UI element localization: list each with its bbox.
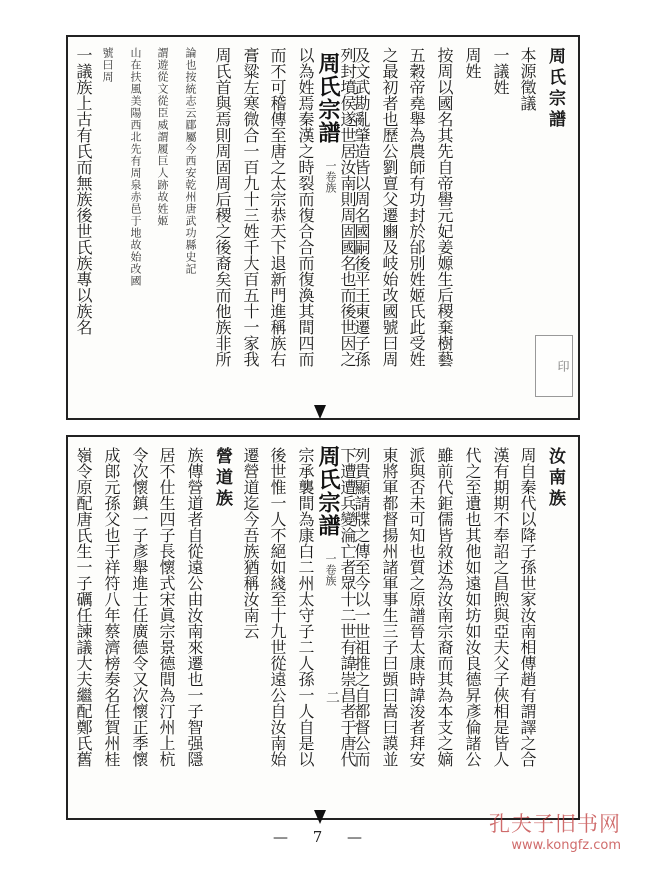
- text-column: 派與否未可知也質之原譜晉太康時諱浚者拜安: [407, 447, 426, 767]
- text-column: 一議族上古有氏而無族後世氏族專以族名: [74, 47, 93, 335]
- text-column: 周姓: [463, 47, 482, 79]
- page-number: — 7 —: [272, 828, 373, 846]
- text-column: 周氏首與焉則周固周后稷之後裔矣而他族非所: [213, 47, 232, 367]
- library-seal: 印: [535, 335, 573, 397]
- text-column: 及文武勘亂肇造皆以周名國嗣後平王東遷子孫: [352, 47, 371, 367]
- text-column: 汝南族: [545, 447, 565, 510]
- text-column: 論也按統志云郿屬今西安乾州唐武功縣史記: [184, 47, 197, 275]
- text-column: 而不可稽傳至唐之太宗恭天下退新門進稱族右: [268, 47, 287, 367]
- text-column: 膏粱左寒微合一百九十三姓千大百五十一家我: [241, 47, 260, 367]
- spine-subtitle-bottom: 一卷族: [324, 553, 337, 586]
- text-column: 漢有期期不奉詔之昌煦與亞夫父子俠相是皆人: [491, 447, 510, 767]
- text-column: 營道族: [212, 447, 232, 510]
- text-column: 雖前代鉅儒皆敘述為汝南宗裔而其為本支之嫡: [435, 447, 454, 767]
- watermark-text: 孔夫子旧书网: [489, 812, 621, 836]
- text-column: 族傳營道者自從遠公由汝南來遷也一子智强隱: [185, 447, 204, 767]
- text-column: 謂遊從文從臣威謂履巨人跡故姓姬: [156, 47, 169, 227]
- watermark: [489, 808, 621, 853]
- text-column: 列貴顯請牒之傳至今以一世祖推之自都督公而: [352, 447, 371, 767]
- text-column: 令次懷鎮一子彥舉進士任廣德令又次懷正季懷: [130, 447, 149, 767]
- spine-leaf-number: 二: [324, 690, 340, 704]
- text-column: 宗承襲間為康白二州太守子二人孫一人自是以: [296, 447, 315, 767]
- text-column: 周自秦代以降子孫世家汝南相傳趙有謂譯之合: [518, 447, 537, 767]
- text-column: 下遭遭兵變淪亡者眾十二世有諱崇昌者于唐代: [338, 447, 357, 767]
- text-column: 周氏宗譜: [545, 47, 565, 131]
- text-column: 遷營道迄今吾族猶稱汝南云: [241, 447, 260, 639]
- text-column: 嶺令原配唐氏生一子礪任諫議大夫繼配鄭氏舊: [74, 447, 93, 767]
- text-column: 列封墳侯遂世居汝南則周固國名也而後世因之: [338, 47, 357, 367]
- text-column: 以為姓焉秦漢之時裂而復合合而復渙其間四而: [296, 47, 315, 367]
- watermark-url: www.kongfz.com: [511, 838, 621, 853]
- text-column: 山在扶風美陽西北先有周泉赤邑于地故始改國: [129, 47, 142, 287]
- text-column: 本源徵議: [518, 47, 537, 111]
- spine-title-bottom: 周氏宗譜: [313, 445, 344, 537]
- text-column: 後世惟一人不絕如綫至十九世從遠公自汝南始: [268, 447, 287, 767]
- text-column: 一議姓: [491, 47, 510, 95]
- fishtail-mark-bottom: [314, 810, 326, 824]
- text-column: 東將軍都督揚州諸軍事生三子曰顗曰嵩曰謨並: [380, 447, 399, 767]
- spine-subtitle-top: 一卷族: [324, 160, 337, 193]
- fishtail-mark-top: [314, 405, 326, 419]
- text-column: 居不仕生四子長懷式宋眞宗景德間為汀州上杭: [157, 447, 176, 767]
- text-column: 按周以國名其先自帝嚳元妃姜嫄生后稷棄樹藝: [435, 47, 454, 367]
- text-column: 號曰周: [101, 47, 114, 83]
- text-column: 五穀帝堯舉為農師有功封於邰別姓姬氏此受姓: [407, 47, 426, 367]
- spine-title-top: 周氏宗譜: [313, 52, 344, 144]
- text-column: 之最初者也歷公劉亶父遷豳及岐始改國號曰周: [380, 47, 399, 367]
- text-column: 成郎元孫父也于祥符八年蔡濟榜奏名任賀州桂: [102, 447, 121, 767]
- text-column: 代之至遺也其他如遠如坊如汝良德昇彥倫諸公: [463, 447, 482, 767]
